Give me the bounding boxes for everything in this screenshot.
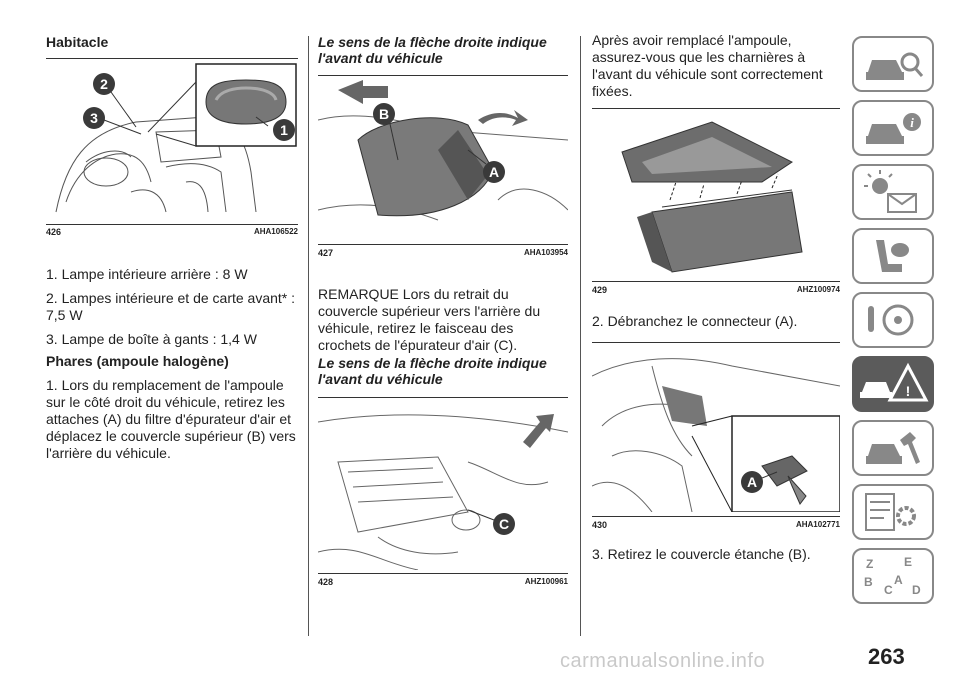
rule (592, 281, 840, 282)
tab-lights-message-icon[interactable] (852, 164, 934, 220)
column-divider (580, 36, 581, 636)
svg-text:!: ! (905, 383, 911, 399)
callout-B: B (378, 106, 390, 122)
rule (318, 244, 568, 245)
list-item: 2. Lampes intérieure et de carte avant* : 7,5 W (46, 290, 296, 323)
figure-harness-hooks (318, 402, 568, 570)
figure-caption-427 (318, 248, 568, 258)
svg-text:D: D (912, 583, 921, 597)
column-divider (308, 36, 309, 636)
tab-car-info-icon[interactable] (852, 100, 934, 156)
tab-index-letters-icon[interactable] (852, 548, 934, 604)
svg-text:E: E (904, 555, 913, 569)
italic-heading: Le sens de la flèche droite indique l'avant du véhicule (318, 355, 547, 387)
figure-code: AHA103954 (523, 248, 568, 257)
page-number: 263 (868, 644, 905, 669)
tab-seat-airbag-icon[interactable] (852, 228, 934, 284)
paragraph: Après avoir remplacé l'ampoule, assurez-vous que les charnières à l'avant du véhicule sont correctement fixées. (592, 32, 823, 99)
figure-hinges (592, 112, 840, 278)
figure-air-cleaner (318, 80, 568, 240)
rule (592, 342, 840, 343)
rule (318, 75, 568, 76)
tab-specs-gear-icon[interactable] (852, 484, 934, 540)
figure-code: AHZ100974 (796, 285, 840, 294)
section-heading-habitacle: Habitacle (46, 34, 109, 50)
rule (46, 224, 298, 225)
rule (46, 58, 298, 59)
svg-text:A: A (894, 573, 903, 587)
rule (318, 397, 568, 398)
list-item: 1. Lampe intérieure arrière : 8 W (46, 266, 248, 282)
rule (592, 516, 840, 517)
italic-heading: Le sens de la flèche droite indique l'avant du véhicule (318, 34, 547, 66)
figure-number: 429 (592, 285, 608, 295)
rule (592, 108, 840, 109)
paragraph: 1. Lors du remplacement de l'ampoule sur le côté droit du véhicule, retirez les attaches (A) du filtre d'épurateur d'air et déplacez le couvercle supérieur (B) vers l'arrière du véhicule. (46, 377, 296, 461)
callout-2: 2 (100, 76, 108, 92)
figure-number: 428 (318, 577, 334, 587)
figure-caption-429 (592, 285, 840, 295)
watermark: carmanualsonline.info (560, 650, 766, 672)
tab-car-search-icon[interactable] (852, 36, 934, 92)
tab-car-tools-icon[interactable] (852, 420, 934, 476)
subheading-phares: Phares (ampoule halogène) (46, 353, 229, 369)
rule (318, 573, 568, 574)
svg-text:i: i (910, 115, 914, 130)
step-3: 3. Retirez le couvercle étanche (B). (592, 546, 811, 562)
tab-warning-car-icon[interactable] (852, 356, 934, 412)
callout-3: 3 (90, 110, 98, 126)
step-2: 2. Débranchez le connecteur (A). (592, 313, 798, 329)
list-item: 3. Lampe de boîte à gants : 1,4 W (46, 331, 257, 347)
figure-caption-428 (318, 577, 568, 587)
figure-interior-lamps (46, 62, 298, 222)
figure-code: AHZ100961 (524, 577, 568, 586)
svg-text:C: C (884, 583, 893, 597)
svg-text:Z: Z (866, 557, 874, 571)
callout-A: A (488, 164, 500, 180)
figure-caption-426 (46, 227, 298, 237)
figure-code: AHA106522 (253, 227, 298, 236)
remark-paragraph: REMARQUE Lors du retrait du couvercle supérieur vers l'arrière du véhicule, retirez le faisceau des crochets de l'épurateur d'air (C). (318, 286, 541, 353)
figure-number: 426 (46, 227, 62, 237)
figure-connector (592, 346, 840, 512)
callout-1: 1 (280, 122, 288, 138)
callout-C: C (498, 516, 510, 532)
tab-steering-wheel-icon[interactable] (852, 292, 934, 348)
svg-text:B: B (864, 575, 873, 589)
callout-A: A (746, 474, 758, 490)
figure-number: 430 (592, 520, 608, 530)
figure-code: AHA102771 (795, 520, 840, 529)
figure-caption-430 (592, 520, 840, 530)
figure-number: 427 (318, 248, 334, 258)
